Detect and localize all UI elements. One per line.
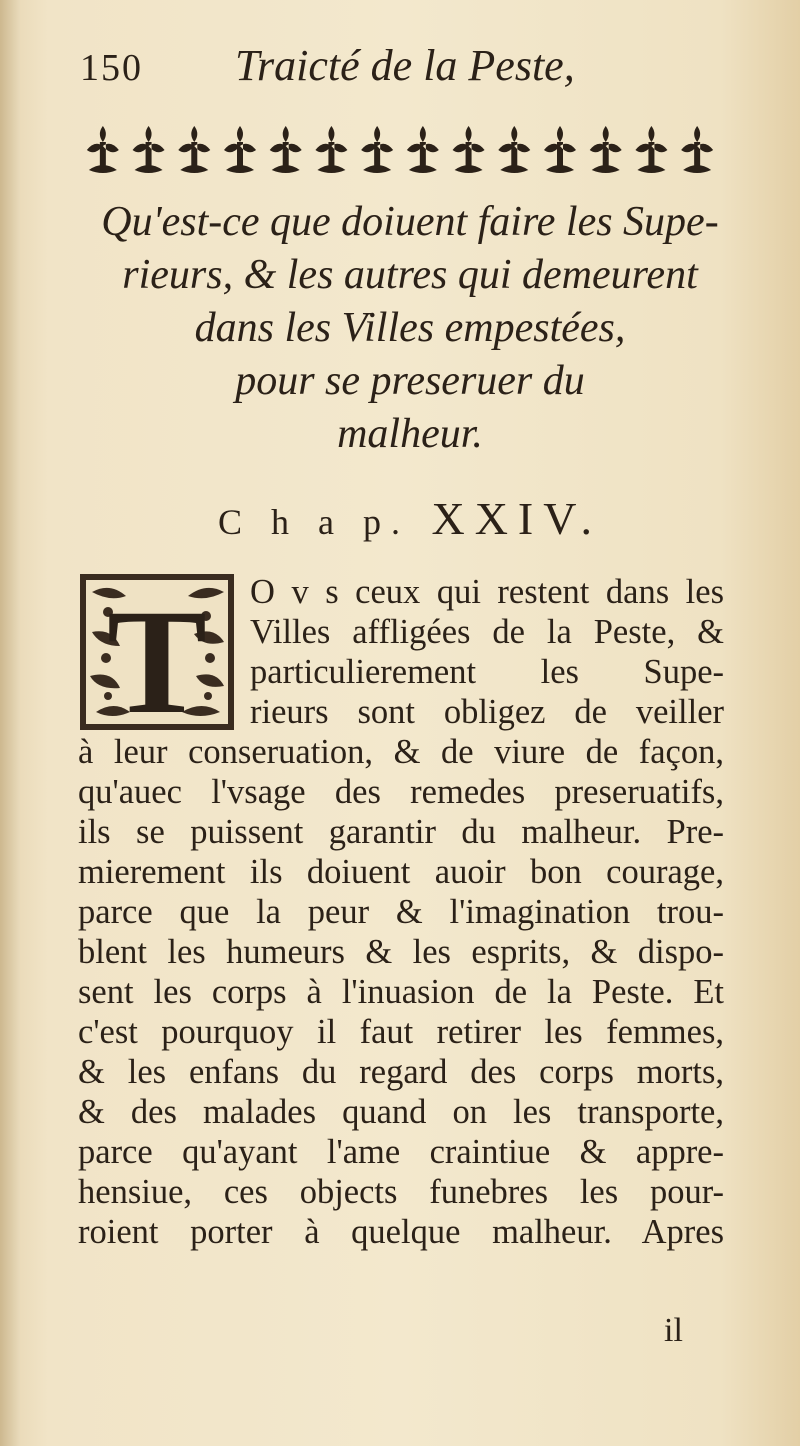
text-line: blent les humeurs & les esprits, & dispo- (78, 933, 724, 971)
text-line: hensiue, ces objects funebres les pour- (78, 1173, 724, 1211)
text-line: qu'auec l'vsage des remedes preseruatifs, (78, 773, 724, 811)
text-line: particulierement les Supe- (250, 653, 724, 691)
text-line: roient porter à quelque malheur. Apres (78, 1213, 724, 1251)
fleuron-icon (87, 126, 119, 173)
fleuron-icon (270, 126, 302, 173)
text-line: mierement ils doiuent auoir bon courage, (78, 853, 724, 891)
subheading-line: dans les Villes empestées, (194, 305, 626, 351)
subheading-line: pour se preseruer du (235, 358, 585, 404)
text-line: & des malades quand on les transporte, (78, 1093, 724, 1131)
fleuron-icon (544, 126, 576, 173)
page-gutter (0, 0, 20, 1446)
fleuron-icon (315, 126, 347, 173)
catchword: il (664, 1312, 683, 1349)
chapter-prefix: C h a p. (217, 502, 410, 542)
fleuron-icon (635, 126, 667, 173)
fleuron-band (80, 120, 720, 180)
text-line: parce qu'ayant l'ame craintiue & appre- (78, 1133, 724, 1171)
body-paragraph (78, 572, 724, 1252)
subheading-line: Qu'est-ce que doiuent faire les Supe- (101, 199, 719, 245)
text-line: O v s ceux qui restent dans les (250, 573, 724, 611)
running-head (80, 40, 720, 100)
fleuron-icon (178, 126, 210, 173)
fleuron-icon (361, 126, 393, 173)
fleuron-icon (681, 126, 713, 173)
text-line: sent les corps à l'inuasion de la Peste. Et (78, 973, 724, 1011)
text-line: rieurs sont obligez de veiller (250, 693, 724, 731)
subheading-line: malheur. (337, 411, 483, 457)
fleuron-icon (133, 126, 165, 173)
text-line: à leur conseruation, & de viure de façon, (78, 733, 724, 771)
text-line: c'est pourquoy il faut retirer les femmes, (78, 1013, 724, 1051)
running-title: Traicté de la Peste, (235, 41, 575, 90)
fleuron-icon (453, 126, 485, 173)
chapter-heading (100, 492, 720, 545)
fleuron-band-icon (80, 120, 720, 180)
fleuron-icon (407, 126, 439, 173)
subheading-line: rieurs, & les autres qui demeurent (122, 252, 698, 298)
text-line: & les enfans du regard des corps morts, (78, 1053, 724, 1091)
chapter-number: XXIV. (431, 493, 603, 544)
text-line: ils se puissent garantir du malheur. Pre- (78, 813, 724, 851)
text-line: Villes affligées de la Peste, & (250, 613, 724, 651)
page-number: 150 (80, 47, 143, 89)
section-subheading (100, 196, 720, 461)
drop-cap-letter: T (106, 579, 208, 732)
fleuron-icon (224, 126, 256, 173)
fleuron-icon (498, 126, 530, 173)
fleuron-icon (590, 126, 622, 173)
text-line: parce que la peur & l'imagination trou- (78, 893, 724, 931)
